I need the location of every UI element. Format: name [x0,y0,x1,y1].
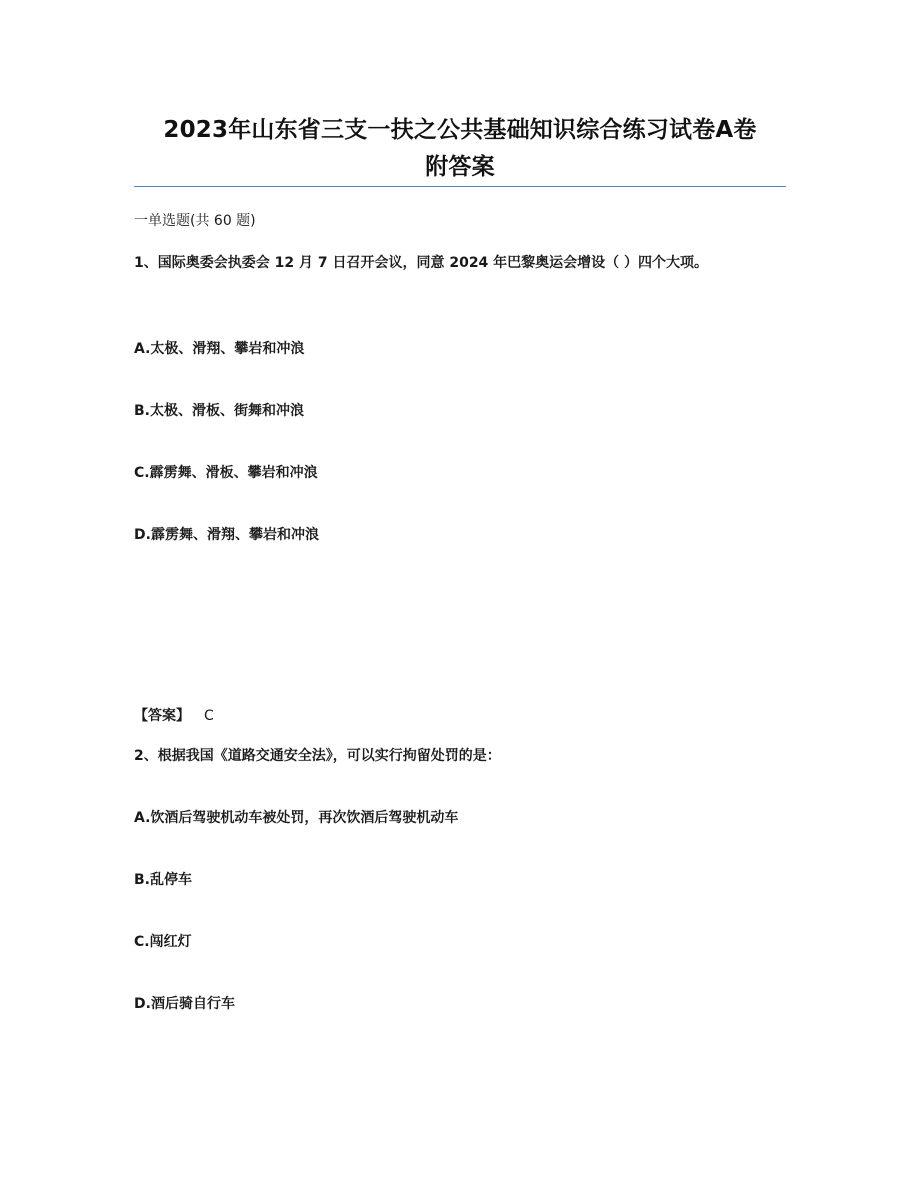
question-2-option-c: C.闯红灯 [134,934,192,950]
section-heading: 一单选题(共 60 题) [134,213,256,229]
document-title [134,112,786,186]
document-title-line-1: 2023年山东省三支一扶之公共基础知识综合练习试卷A卷 [163,117,757,143]
document-title-line-2: 附答案 [425,154,495,180]
question-2-stem: 2、根据我国《道路交通安全法》，可以实行拘留处罚的是： [134,748,501,764]
question-1-option-a: A.太极、滑翔、攀岩和冲浪 [134,341,305,357]
question-1-answer [134,705,214,727]
question-1-option-c: C.霹雳舞、滑板、攀岩和冲浪 [134,465,318,481]
answer-value: C [204,708,214,724]
question-2-option-d: D.酒后骑自行车 [134,996,235,1012]
question-1-option-d: D.霹雳舞、滑翔、攀岩和冲浪 [134,527,319,543]
question-1-stem: 1、国际奥委会执委会 12 月 7 日召开会议，同意 2024 年巴黎奥运会增设（ ）四个大项。 [134,255,709,271]
answer-label: 【答案】 [134,708,190,724]
question-2-option-b: B.乱停车 [134,872,192,888]
question-1-option-b: B.太极、滑板、街舞和冲浪 [134,403,304,419]
title-divider [134,186,786,187]
question-2-option-a: A.饮酒后驾驶机动车被处罚，再次饮酒后驾驶机动车 [134,810,459,826]
